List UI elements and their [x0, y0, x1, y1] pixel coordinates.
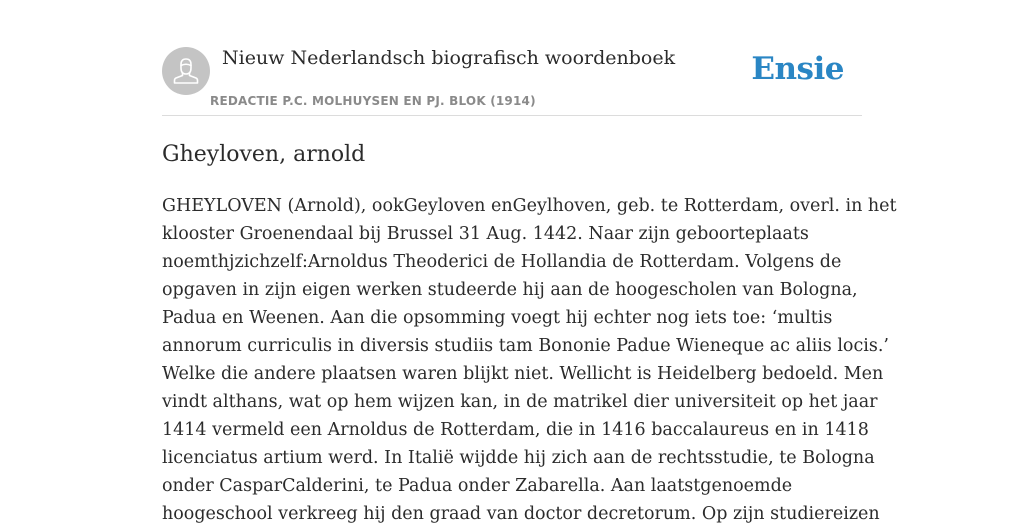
article-body-line: noemthjzichzelf:Arnoldus Theoderici de Hollandia de Rotterdam. Volgens de — [162, 252, 842, 272]
article-body-line: klooster Groenendaal bij Brussel 31 Aug. 1442. Naar zijn geboorteplaats — [162, 224, 809, 244]
article-body-line: 1414 vermeld een Arnoldus de Rotterdam, die in 1416 baccalaureus en in 1418 — [162, 420, 869, 440]
article-body-line: Welke die andere plaatsen waren blijkt niet. Wellicht is Heidelberg bedoeld. Men — [162, 364, 884, 384]
article-body-line: Padua en Weenen. Aan die opsomming voegt hij echter nog iets toe: ‘multis — [162, 308, 833, 328]
article-body-line: licenciatus artium werd. In Italië wijdde hij zich aan de rechtsstudie, te Bologna — [162, 448, 875, 468]
article-body-line: annorum curriculis in diversis studiis tam Bononie Padue Wieneque ac aliis locis.’ — [162, 336, 889, 356]
article-body — [162, 192, 897, 528]
article-body-line: hoogeschool verkreeg hij den graad van doctor decretorum. Op zijn studiereizen — [162, 504, 880, 524]
source-title[interactable]: Nieuw Nederlandsch biografisch woordenboek — [222, 47, 676, 69]
avatar[interactable] — [162, 47, 210, 95]
article-body-line: opgaven in zijn eigen werken studeerde hij aan de hoogescholen van Bologna, — [162, 280, 858, 300]
article-body-line: GHEYLOVEN (Arnold), ookGeyloven enGeylhoven, geb. te Rotterdam, overl. in het — [162, 196, 897, 216]
article-title: Gheyloven, arnold — [162, 142, 366, 167]
source-header — [162, 0, 862, 116]
article-body-line: onder CasparCalderini, te Padua onder Zabarella. Aan laatstgenoemde — [162, 476, 793, 496]
source-subtitle: REDACTIE P.C. MOLHUYSEN EN PJ. BLOK (1914) — [210, 94, 536, 108]
article-body-line: vindt althans, wat op hem wijzen kan, in de matrikel dier universiteit op het jaar — [162, 392, 878, 412]
brand-logo[interactable]: Ensie — [751, 51, 844, 87]
page-container — [162, 0, 897, 524]
user-placeholder-icon — [162, 47, 210, 95]
